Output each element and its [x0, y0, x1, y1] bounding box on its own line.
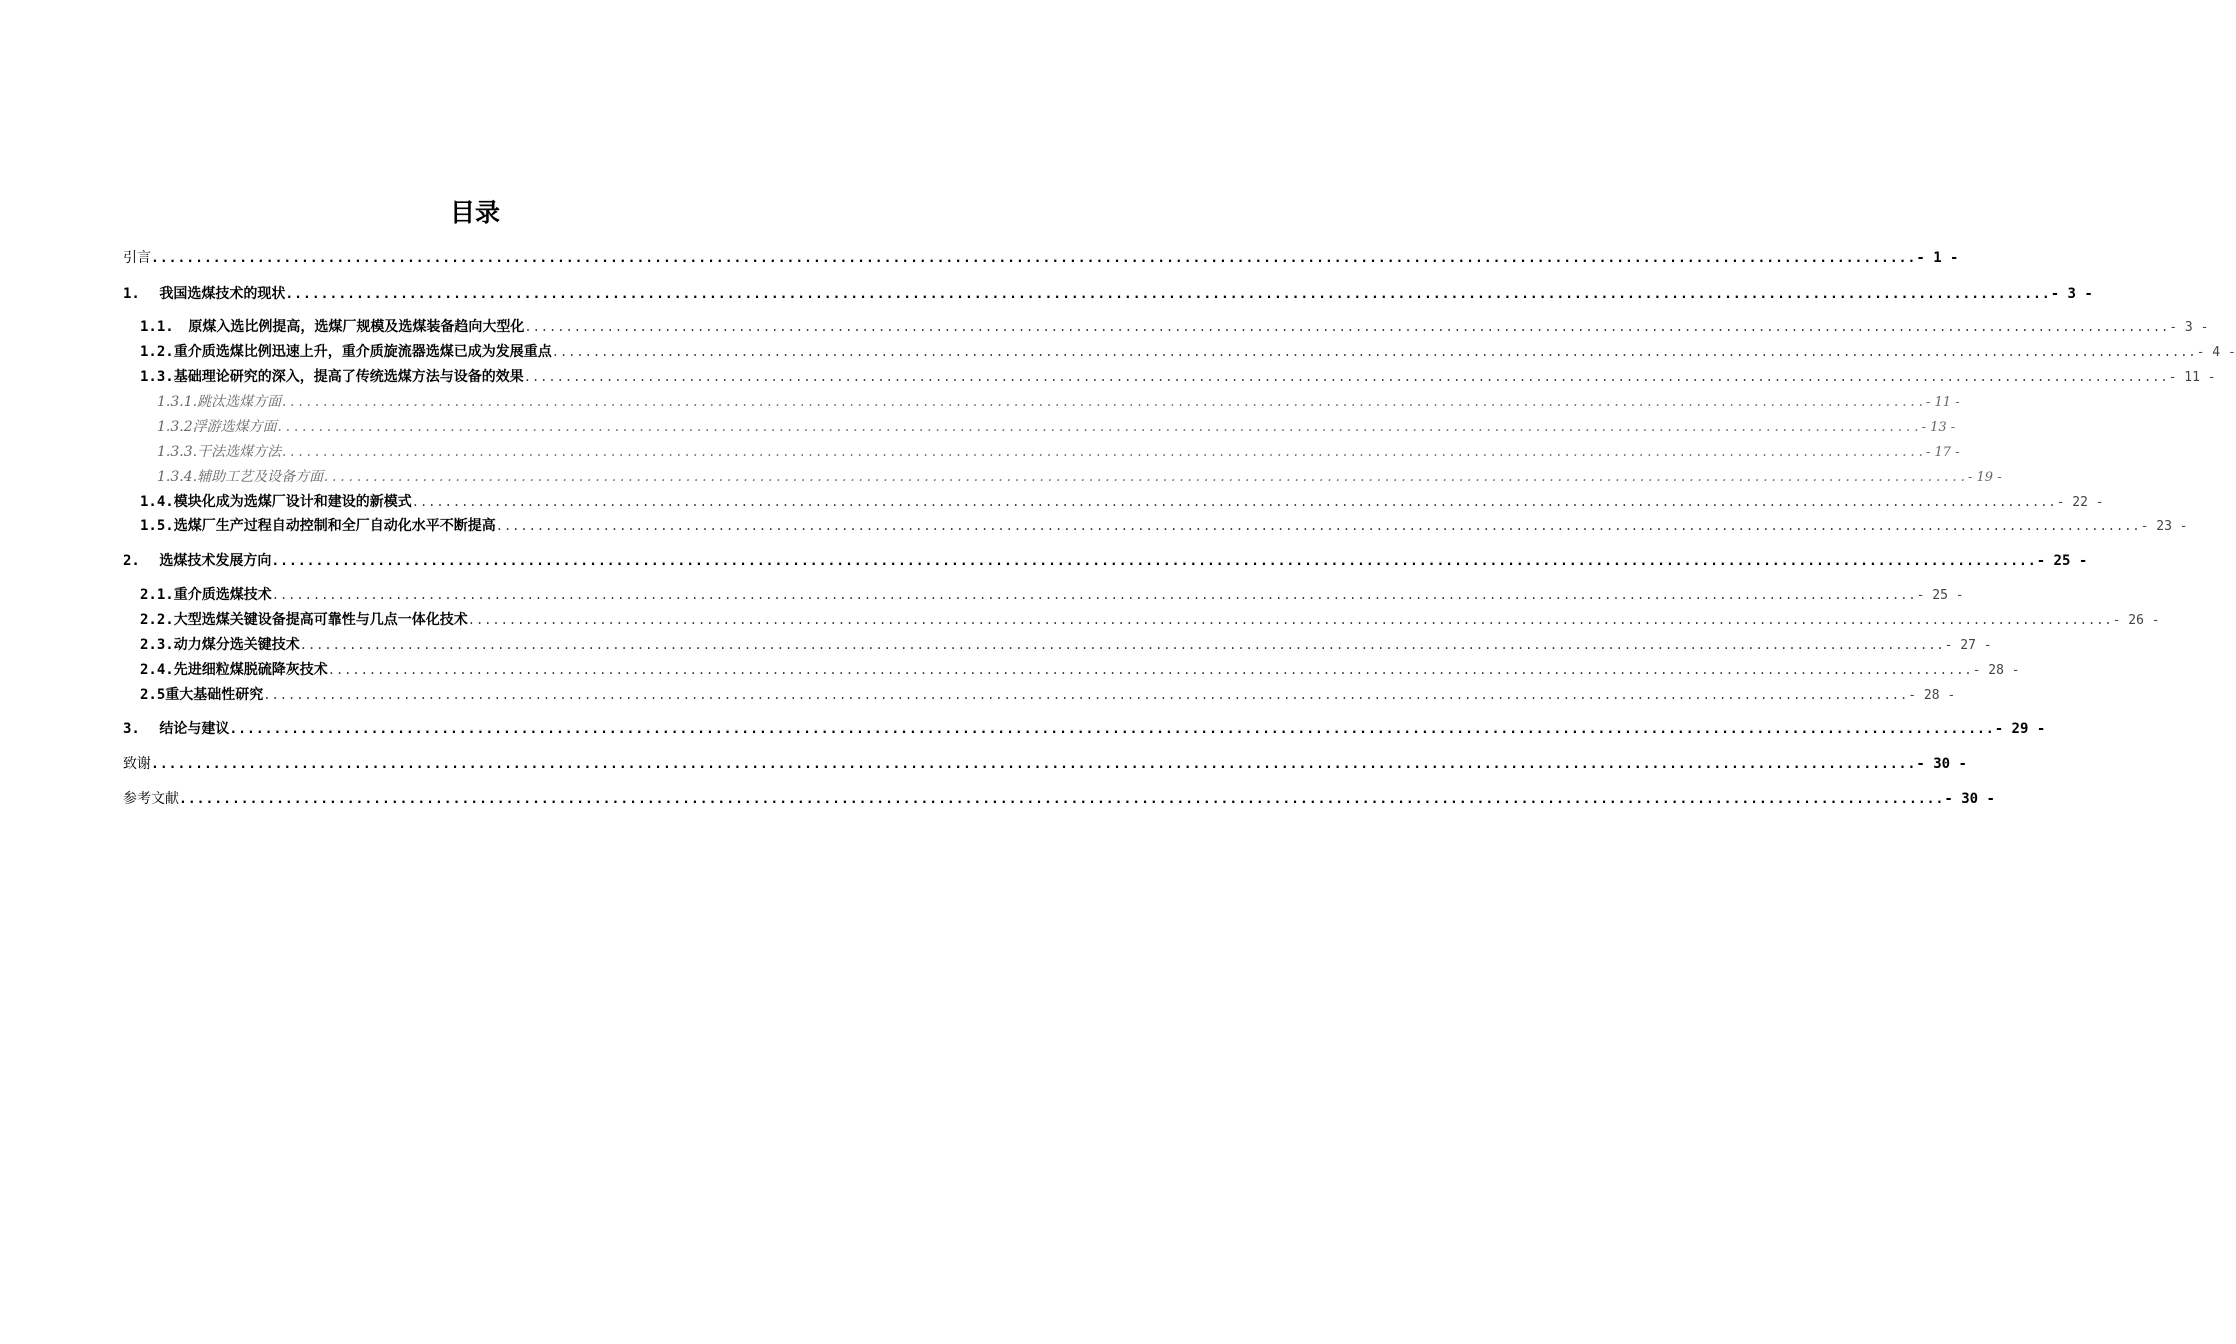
toc-leader-dots: ........................................................................................................................................................................................................ — [263, 688, 1909, 702]
toc-entry-intro[interactable] — [123, 247, 1959, 269]
toc-entry-1-3-4[interactable] — [157, 466, 2002, 488]
toc-entry-label: 引言 — [123, 250, 151, 266]
toc-page-number: - 23 - — [2140, 519, 2188, 534]
toc-entry-1-3-2[interactable] — [157, 416, 1956, 438]
toc-entry-label: 2.3.动力煤分选关键技术 — [140, 637, 300, 653]
toc-leader-dots: ........................................................................................................................................................................................................ — [151, 757, 1917, 772]
toc-leader-dots: ........................................................................................................................................................................................................ — [299, 638, 1945, 652]
toc-entry-1[interactable] — [123, 283, 2093, 305]
toc-leader-dots: ........................................................................................................................................................................................................ — [285, 287, 2051, 302]
toc-page-number: - 11 - — [1926, 395, 1960, 410]
toc-page-number: - 28 - — [1972, 663, 2020, 678]
toc-entry-1-3-3[interactable] — [157, 441, 1960, 463]
toc-page-number: - 3 - — [2169, 320, 2209, 335]
toc-entry-2-5[interactable] — [140, 684, 1956, 706]
toc-leader-dots: ........................................................................................................................................................................................................ — [327, 663, 1973, 677]
toc-leader-dots: ........................................................................................................................................................................................................ — [411, 495, 2057, 509]
toc-entry-acknowledgements[interactable] — [123, 753, 1967, 775]
toc-leader-dots: ........................................................................................................................................................................................................ — [524, 320, 2170, 334]
toc-entry-1-3-1[interactable] — [157, 391, 1960, 413]
toc-leader-dots: ........................................................................................................................................................................................................ — [271, 554, 2037, 569]
toc-entry-references[interactable] — [123, 788, 1995, 810]
toc-leader-dots: ........................................................................................................................................................................................................ — [523, 370, 2169, 384]
toc-leader-dots: ........................................................................................................................................................................................................ — [271, 588, 1917, 602]
toc-entry-label: 1.3.3.干法选煤方法 — [157, 444, 282, 460]
toc-leader-dots: ........................................................................................................................................................................................................ — [281, 445, 1926, 459]
toc-page-number: - 4 - — [2196, 345, 2236, 360]
toc-page-number: - 3 - — [2050, 286, 2093, 302]
toc-page-number: - 17 - — [1926, 445, 1960, 460]
toc-entry-label: 1. 我国选煤技术的现状 — [123, 286, 286, 302]
toc-page-number: - 25 - — [2036, 553, 2088, 569]
toc-entry-2-2[interactable] — [140, 609, 2160, 631]
toc-entry-label: 2.5重大基础性研究 — [140, 687, 264, 703]
toc-entry-1-1[interactable] — [140, 316, 2209, 338]
toc-entry-label: 1.5.选煤厂生产过程自动控制和全厂自动化水平不断提高 — [140, 518, 496, 534]
toc-leader-dots: ........................................................................................................................................................................................................ — [551, 345, 2197, 359]
toc-title: 目录 — [449, 198, 500, 227]
toc-entry-label: 1.1. 原煤入选比例提高，选煤厂规模及选煤装备趋向大型化 — [140, 319, 525, 335]
toc-page-number: - 1 - — [1916, 250, 1959, 266]
toc-leader-dots: ........................................................................................................................................................................................................ — [229, 722, 1995, 737]
toc-leader-dots: ........................................................................................................................................................................................................ — [179, 792, 1945, 807]
toc-leader-dots: ........................................................................................................................................................................................................ — [467, 613, 2113, 627]
toc-entry-label: 3. 结论与建议 — [123, 721, 230, 737]
toc-page-number: - 27 - — [1944, 638, 1992, 653]
toc-entry-label: 2.2.大型选煤关键设备提高可靠性与几点一体化技术 — [140, 612, 468, 628]
toc-leader-dots: ........................................................................................................................................................................................................ — [495, 519, 2141, 533]
toc-page-number: - 25 - — [1916, 588, 1964, 603]
toc-entry-label: 1.3.4.辅助工艺及设备方面 — [157, 469, 324, 485]
toc-entry-2-3[interactable] — [140, 634, 1992, 656]
toc-entry-label: 2.4.先进细粒煤脱硫降灰技术 — [140, 662, 328, 678]
toc-page-number: - 30 - — [1944, 791, 1995, 807]
toc-entry-3[interactable] — [123, 718, 2046, 740]
toc-entry-1-3[interactable] — [140, 366, 2216, 388]
toc-leader-dots: ........................................................................................................................................................................................................ — [276, 420, 1922, 434]
toc-leader-dots: ........................................................................................................................................................................................................ — [323, 470, 1968, 484]
toc-page-number: - 22 - — [2056, 495, 2104, 510]
toc-entry-2[interactable] — [123, 550, 2088, 572]
toc-entry-2-1[interactable] — [140, 584, 1964, 606]
toc-entry-1-4[interactable] — [140, 491, 2104, 513]
toc-leader-dots: ........................................................................................................................................................................................................ — [151, 251, 1917, 266]
toc-entry-label: 致谢 — [123, 756, 151, 772]
toc-page-number: - 11 - — [2168, 370, 2216, 385]
toc-page-number: - 19 - — [1968, 470, 2002, 485]
toc-entry-label: 1.2.重介质选煤比例迅速上升，重介质旋流器选煤已成为发展重点 — [140, 344, 552, 360]
toc-entry-1-5[interactable] — [140, 515, 2188, 537]
toc-page-number: - 26 - — [2112, 613, 2160, 628]
toc-entry-label: 2. 选煤技术发展方向 — [123, 553, 272, 569]
toc-entry-label: 2.1.重介质选煤技术 — [140, 587, 272, 603]
toc-entry-label: 1.4.模块化成为选煤厂设计和建设的新模式 — [140, 494, 412, 510]
toc-entry-2-4[interactable] — [140, 659, 2020, 681]
toc-entry-1-2[interactable] — [140, 341, 2236, 363]
toc-entry-label: 1.3.基础理论研究的深入，提高了传统选煤方法与设备的效果 — [140, 369, 524, 385]
toc-leader-dots: ........................................................................................................................................................................................................ — [281, 395, 1926, 409]
toc-page-number: - 29 - — [1994, 721, 2046, 737]
toc-entry-label: 1.3.2浮游选煤方面 — [157, 419, 277, 435]
toc-page-number: - 13 - — [1921, 420, 1956, 435]
toc-entry-label: 1.3.1.跳汰选煤方面 — [157, 394, 282, 410]
toc-page-number: - 28 - — [1908, 688, 1956, 703]
toc-page-number: - 30 - — [1916, 756, 1967, 772]
toc-entry-label: 参考文献 — [123, 791, 179, 807]
